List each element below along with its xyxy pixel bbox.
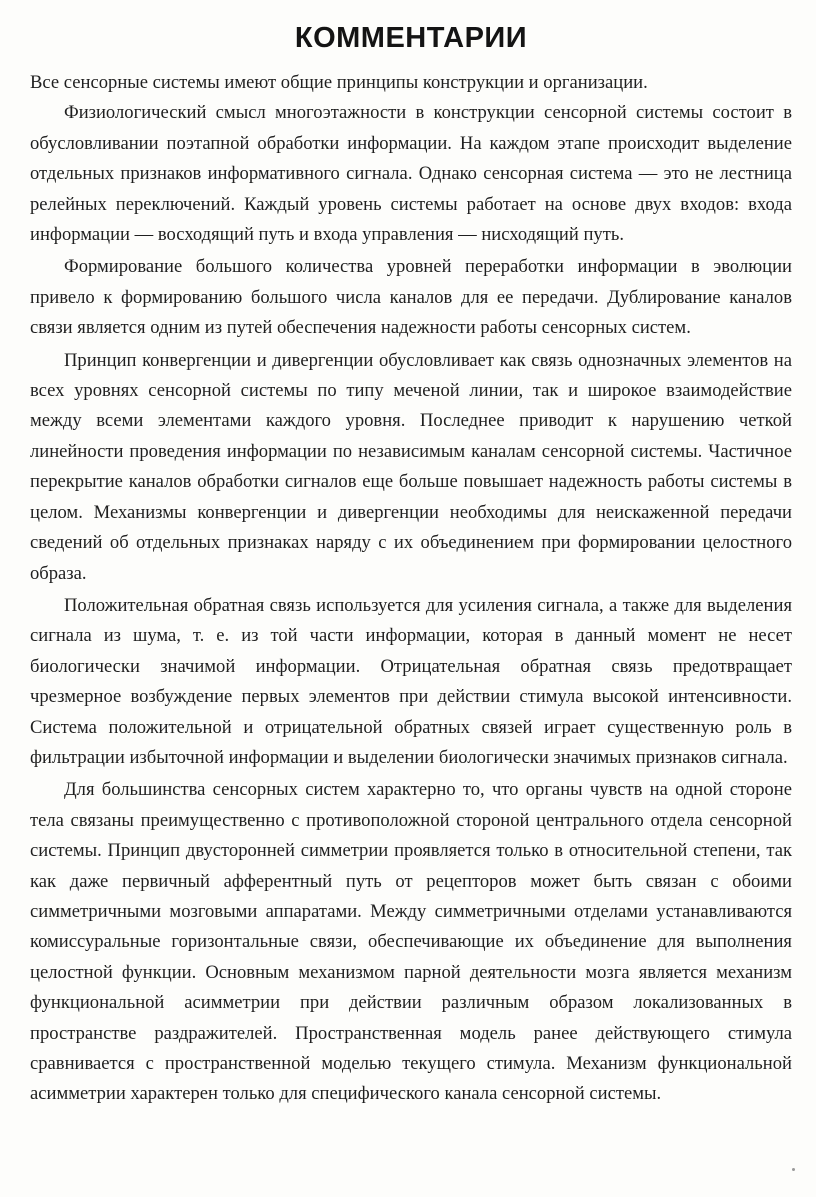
paragraph-6: Для большинства сенсорных систем характерно то, что органы чувств на одной стороне тела связаны преимущественно с противоположной стороной центрального отдела сенсорной системы. Принцип двусторонней симметрии проявляется только в относительной степени, так как даже первичный афферентный путь от рецепторов может быть связан с обоими симметричными мозговыми аппаратами. Между симметричными отделами устанавливаются комиссуральные горизонтальные связи, обеспечивающие их объединение для выполнения целостной функции. Основным механизмом парной деятельности мозга является механизм функциональной асимметрии при действии различным образом локализованных в пространстве раздражителей. Пространственная модель ранее действующего стимула сравнивается с пространственной моделью текущего стимула. Механизм функциональной асимметрии характерен только для специфического канала сенсорной системы. <box>30 779 792 1105</box>
paragraph-1: Все сенсорные системы имеют общие принципы конструкции и организации. <box>30 72 648 93</box>
paragraph-2: Физиологический смысл многоэтажности в конструкции сенсорной системы состоит в обусловливании поэтапной обработки информации. На каждом этапе происходит выделение отдельных признаков информативного сигнала. Однако сенсорная система — это не лестница релейных переключений. Каждый уровень системы работает на основе двух входов: входа информации — восходящий путь и входа управления — нисходящий путь. <box>30 102 792 246</box>
paragraph-4: Принцип конвергенции и дивергенции обусловливает как связь однозначных элементов на всех уровнях сенсорной системы по типу меченой линии, так и широкое взаимодействие между всеми элементами каждого уровня. Последнее приводит к нарушению четкой линейности проведения информации по независимым каналам сенсорной системы. Частичное перекрытие каналов обработки сигналов еще больше повышает надежность работы системы в целом. Механизмы конвергенции и дивергенции необходимы для неискаженной передачи сведений об отдельных признаках наряду с их объединением при формировании целостного образа. <box>30 349 792 584</box>
paragraph-5: Положительная обратная связь используется для усиления сигнала, а также для выделения сигнала из шума, т. е. из той части информации, которая в данный момент не несет биологически значимой информации. Отрицательная обратная связь предотвращает чрезмерное возбуждение первых элементов при действии стимула высокой интенсивности. Система положительной и отрицательной обратных связей играет существенную роль в фильтрации избыточной информации и выделении биологически значимых признаков сигнала. <box>30 594 792 768</box>
page-title: КОММЕНТАРИИ <box>294 22 528 54</box>
scan-speck <box>792 1168 795 1171</box>
paragraph-3: Формирование большого количества уровней переработки информации в эволюции привело к формированию большого числа каналов для ее передачи. Дублирование каналов связи является одним из путей обеспечения надежности работы сенсорных систем. <box>30 256 792 339</box>
